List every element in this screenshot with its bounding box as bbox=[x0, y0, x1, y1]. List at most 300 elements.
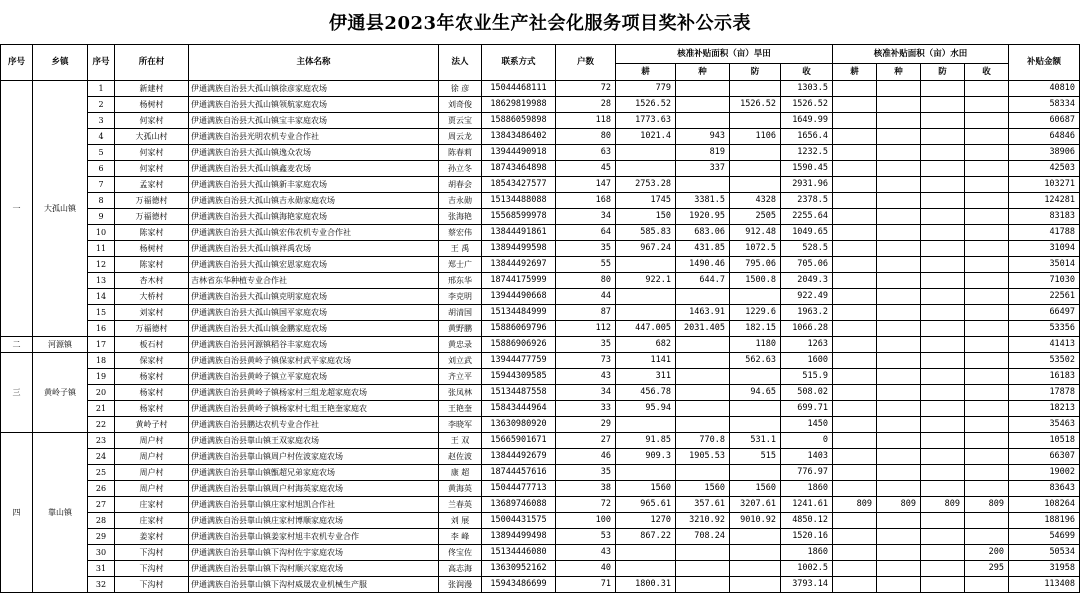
row-water-sow bbox=[877, 257, 921, 273]
row-contact: 18629819988 bbox=[482, 97, 556, 113]
row-dry-harvest: 699.71 bbox=[781, 401, 833, 417]
row-legal: 王 双 bbox=[439, 433, 482, 449]
row-contact: 15843444964 bbox=[482, 401, 556, 417]
row-water-protect bbox=[921, 97, 965, 113]
row-water-sow bbox=[877, 97, 921, 113]
row-entity: 伊通满族自治县大孤山镇徐彦家庭农场 bbox=[189, 81, 439, 97]
row-dry-till bbox=[616, 145, 676, 161]
row-entity: 伊通满族自治县大孤山镇吉永勋家庭农场 bbox=[189, 193, 439, 209]
row-legal: 李晓军 bbox=[439, 417, 482, 433]
header-contact: 联系方式 bbox=[482, 45, 556, 81]
row-dry-till: 867.22 bbox=[616, 529, 676, 545]
row-dry-protect bbox=[730, 561, 781, 577]
row-water-protect bbox=[921, 529, 965, 545]
row-dry-till: 909.3 bbox=[616, 449, 676, 465]
row-amount: 108264 bbox=[1009, 497, 1080, 513]
row-amount: 35014 bbox=[1009, 257, 1080, 273]
row-legal: 刘 展 bbox=[439, 513, 482, 529]
row-legal: 孙立冬 bbox=[439, 161, 482, 177]
row-seq: 7 bbox=[88, 177, 115, 193]
table-row bbox=[1, 113, 1080, 129]
row-amount: 41788 bbox=[1009, 225, 1080, 241]
row-water-harvest bbox=[965, 225, 1009, 241]
row-water-sow bbox=[877, 145, 921, 161]
row-contact: 13894499498 bbox=[482, 529, 556, 545]
row-water-harvest: 809 bbox=[965, 497, 1009, 513]
row-seq: 32 bbox=[88, 577, 115, 593]
row-village: 黄岭子村 bbox=[115, 417, 189, 433]
row-dry-till: 779 bbox=[616, 81, 676, 97]
row-water-sow bbox=[877, 401, 921, 417]
row-dry-sow: 1490.46 bbox=[676, 257, 730, 273]
row-water-till bbox=[833, 337, 877, 353]
row-dry-sow: 943 bbox=[676, 129, 730, 145]
row-legal: 李 峰 bbox=[439, 529, 482, 545]
row-water-harvest bbox=[965, 353, 1009, 369]
row-entity: 伊通满族自治县大孤山镇国平家庭农场 bbox=[189, 305, 439, 321]
row-dry-harvest: 515.9 bbox=[781, 369, 833, 385]
row-households: 45 bbox=[556, 161, 616, 177]
row-dry-harvest: 1241.61 bbox=[781, 497, 833, 513]
row-households: 27 bbox=[556, 433, 616, 449]
row-dry-protect: 531.1 bbox=[730, 433, 781, 449]
row-entity: 伊通满族自治县靠山镇庄家村旭凯合作社 bbox=[189, 497, 439, 513]
table-row bbox=[1, 145, 1080, 161]
row-legal: 黄忠录 bbox=[439, 337, 482, 353]
row-dry-till: 965.61 bbox=[616, 497, 676, 513]
table-row bbox=[1, 225, 1080, 241]
row-water-sow bbox=[877, 337, 921, 353]
row-water-protect bbox=[921, 385, 965, 401]
row-legal: 蔡宏伟 bbox=[439, 225, 482, 241]
row-water-protect bbox=[921, 177, 965, 193]
table-row bbox=[1, 465, 1080, 481]
row-amount: 64846 bbox=[1009, 129, 1080, 145]
row-seq: 2 bbox=[88, 97, 115, 113]
row-village: 万福德村 bbox=[115, 321, 189, 337]
row-amount: 22561 bbox=[1009, 289, 1080, 305]
row-contact: 13844492697 bbox=[482, 257, 556, 273]
row-dry-sow: 3381.5 bbox=[676, 193, 730, 209]
row-dry-sow bbox=[676, 177, 730, 193]
row-amount: 38906 bbox=[1009, 145, 1080, 161]
row-contact: 18543427577 bbox=[482, 177, 556, 193]
row-water-sow bbox=[877, 193, 921, 209]
header-dry-till: 耕 bbox=[616, 64, 676, 81]
row-households: 72 bbox=[556, 81, 616, 97]
row-water-till bbox=[833, 401, 877, 417]
row-contact: 15568599978 bbox=[482, 209, 556, 225]
row-seq: 22 bbox=[88, 417, 115, 433]
row-seq: 29 bbox=[88, 529, 115, 545]
row-dry-till bbox=[616, 305, 676, 321]
row-legal: 王 禹 bbox=[439, 241, 482, 257]
row-dry-sow: 431.85 bbox=[676, 241, 730, 257]
row-entity: 伊通满族自治县大孤山镇海艳家庭农场 bbox=[189, 209, 439, 225]
row-seq: 17 bbox=[88, 337, 115, 353]
row-water-harvest bbox=[965, 369, 1009, 385]
row-dry-till: 1141 bbox=[616, 353, 676, 369]
row-dry-protect: 912.48 bbox=[730, 225, 781, 241]
row-water-protect bbox=[921, 81, 965, 97]
row-dry-protect: 94.65 bbox=[730, 385, 781, 401]
row-dry-sow bbox=[676, 401, 730, 417]
row-seq: 8 bbox=[88, 193, 115, 209]
row-dry-protect: 1500.8 bbox=[730, 273, 781, 289]
row-households: 100 bbox=[556, 513, 616, 529]
row-water-sow: 809 bbox=[877, 497, 921, 513]
row-entity: 伊通满族自治县靠山镇姜家村旭丰农机专业合作 bbox=[189, 529, 439, 545]
row-dry-harvest: 776.97 bbox=[781, 465, 833, 481]
table-row bbox=[1, 305, 1080, 321]
row-households: 147 bbox=[556, 177, 616, 193]
row-seq: 3 bbox=[88, 113, 115, 129]
row-households: 46 bbox=[556, 449, 616, 465]
row-legal: 佟宝佐 bbox=[439, 545, 482, 561]
row-seq: 15 bbox=[88, 305, 115, 321]
row-dry-harvest: 1263 bbox=[781, 337, 833, 353]
row-legal: 贾云宝 bbox=[439, 113, 482, 129]
table-row bbox=[1, 289, 1080, 305]
row-seq: 10 bbox=[88, 225, 115, 241]
row-dry-sow: 337 bbox=[676, 161, 730, 177]
table-row bbox=[1, 545, 1080, 561]
row-water-harvest bbox=[965, 401, 1009, 417]
row-water-protect bbox=[921, 129, 965, 145]
row-dry-harvest: 1656.4 bbox=[781, 129, 833, 145]
row-seq: 19 bbox=[88, 369, 115, 385]
row-legal: 康 超 bbox=[439, 465, 482, 481]
row-village: 姜家村 bbox=[115, 529, 189, 545]
row-water-harvest bbox=[965, 513, 1009, 529]
row-water-sow bbox=[877, 417, 921, 433]
row-legal: 周云龙 bbox=[439, 129, 482, 145]
row-households: 38 bbox=[556, 481, 616, 497]
row-water-protect bbox=[921, 321, 965, 337]
row-households: 73 bbox=[556, 353, 616, 369]
row-dry-till bbox=[616, 465, 676, 481]
row-dry-harvest: 0 bbox=[781, 433, 833, 449]
row-seq: 30 bbox=[88, 545, 115, 561]
row-dry-harvest: 1649.99 bbox=[781, 113, 833, 129]
row-dry-protect bbox=[730, 401, 781, 417]
row-village: 新建村 bbox=[115, 81, 189, 97]
row-entity: 伊通满族自治县鹏达农机专业合作社 bbox=[189, 417, 439, 433]
row-dry-harvest: 3793.14 bbox=[781, 577, 833, 593]
row-dry-sow: 2031.405 bbox=[676, 321, 730, 337]
row-dry-till bbox=[616, 417, 676, 433]
row-water-till bbox=[833, 257, 877, 273]
header-water-group: 核准补贴面积（亩）水田 bbox=[833, 45, 1009, 64]
row-contact: 18744175999 bbox=[482, 273, 556, 289]
row-dry-sow bbox=[676, 113, 730, 129]
row-entity: 伊通满族自治县靠山镇王双家庭农场 bbox=[189, 433, 439, 449]
row-seq: 1 bbox=[88, 81, 115, 97]
row-households: 118 bbox=[556, 113, 616, 129]
row-dry-sow: 1920.95 bbox=[676, 209, 730, 225]
row-water-protect bbox=[921, 289, 965, 305]
row-dry-sow bbox=[676, 337, 730, 353]
row-dry-till: 2753.28 bbox=[616, 177, 676, 193]
row-legal: 赵佐波 bbox=[439, 449, 482, 465]
row-amount: 50534 bbox=[1009, 545, 1080, 561]
row-dry-harvest: 1450 bbox=[781, 417, 833, 433]
row-amount: 42503 bbox=[1009, 161, 1080, 177]
row-dry-till bbox=[616, 545, 676, 561]
row-water-sow bbox=[877, 321, 921, 337]
table-row bbox=[1, 401, 1080, 417]
row-dry-protect bbox=[730, 577, 781, 593]
row-contact: 15134484999 bbox=[482, 305, 556, 321]
row-water-harvest bbox=[965, 321, 1009, 337]
row-water-till bbox=[833, 145, 877, 161]
row-village: 大孤山村 bbox=[115, 129, 189, 145]
title-bar bbox=[0, 0, 1080, 45]
row-entity: 伊通满族自治县靠山镇下沟村顺兴家庭农场 bbox=[189, 561, 439, 577]
row-dry-protect bbox=[730, 113, 781, 129]
row-water-protect bbox=[921, 353, 965, 369]
row-seq: 9 bbox=[88, 209, 115, 225]
row-water-till bbox=[833, 513, 877, 529]
header-amount: 补贴金额 bbox=[1009, 45, 1080, 81]
row-water-protect: 809 bbox=[921, 497, 965, 513]
header-village: 所在村 bbox=[115, 45, 189, 81]
row-amount: 40810 bbox=[1009, 81, 1080, 97]
row-dry-sow bbox=[676, 577, 730, 593]
row-water-till bbox=[833, 97, 877, 113]
row-water-harvest bbox=[965, 465, 1009, 481]
row-entity: 伊通满族自治县大孤山镇鑫麦农场 bbox=[189, 161, 439, 177]
row-dry-protect: 1180 bbox=[730, 337, 781, 353]
table-row bbox=[1, 449, 1080, 465]
row-water-protect bbox=[921, 145, 965, 161]
row-seq: 6 bbox=[88, 161, 115, 177]
row-households: 112 bbox=[556, 321, 616, 337]
row-water-sow bbox=[877, 305, 921, 321]
row-dry-sow bbox=[676, 289, 730, 305]
table-row bbox=[1, 561, 1080, 577]
row-households: 44 bbox=[556, 289, 616, 305]
row-water-till bbox=[833, 209, 877, 225]
row-contact: 15886906926 bbox=[482, 337, 556, 353]
header-dry-sow: 种 bbox=[676, 64, 730, 81]
row-households: 168 bbox=[556, 193, 616, 209]
row-entity: 伊通满族自治县黄岭子镇立平家庭农场 bbox=[189, 369, 439, 385]
row-water-harvest bbox=[965, 481, 1009, 497]
row-dry-harvest: 1002.5 bbox=[781, 561, 833, 577]
row-water-till bbox=[833, 225, 877, 241]
row-water-sow bbox=[877, 113, 921, 129]
row-entity: 伊通满族自治县靠山镇下沟村佐宇家庭农场 bbox=[189, 545, 439, 561]
row-seq: 16 bbox=[88, 321, 115, 337]
row-amount: 31094 bbox=[1009, 241, 1080, 257]
row-village: 保家村 bbox=[115, 353, 189, 369]
table-row bbox=[1, 129, 1080, 145]
row-dry-harvest: 4850.12 bbox=[781, 513, 833, 529]
table-row bbox=[1, 417, 1080, 433]
row-water-protect bbox=[921, 257, 965, 273]
row-entity: 伊通满族自治县黄岭子镇杨家村三组龙超家庭农场 bbox=[189, 385, 439, 401]
row-entity: 吉林省东华种植专业合作社 bbox=[189, 273, 439, 289]
row-water-harvest bbox=[965, 289, 1009, 305]
row-seq: 14 bbox=[88, 289, 115, 305]
row-legal: 王艳奎 bbox=[439, 401, 482, 417]
row-water-protect bbox=[921, 209, 965, 225]
table-row bbox=[1, 241, 1080, 257]
row-dry-till: 967.24 bbox=[616, 241, 676, 257]
row-water-protect bbox=[921, 401, 965, 417]
table-row bbox=[1, 529, 1080, 545]
row-entity: 伊通满族自治县黄岭子镇杨家村七组王艳奎家庭农 bbox=[189, 401, 439, 417]
row-dry-till: 585.83 bbox=[616, 225, 676, 241]
row-water-protect bbox=[921, 241, 965, 257]
row-seq: 23 bbox=[88, 433, 115, 449]
row-village: 大桥村 bbox=[115, 289, 189, 305]
row-water-sow bbox=[877, 81, 921, 97]
row-water-sow bbox=[877, 465, 921, 481]
row-dry-till: 1800.31 bbox=[616, 577, 676, 593]
row-water-protect bbox=[921, 577, 965, 593]
row-entity: 伊通满族自治县黄岭子镇保家村武平家庭农场 bbox=[189, 353, 439, 369]
row-entity: 伊通满族自治县大孤山镇克明家庭农场 bbox=[189, 289, 439, 305]
row-water-harvest bbox=[965, 161, 1009, 177]
row-contact: 13630952162 bbox=[482, 561, 556, 577]
header-dry-harvest: 收 bbox=[781, 64, 833, 81]
row-water-sow bbox=[877, 577, 921, 593]
row-legal: 吉永勋 bbox=[439, 193, 482, 209]
row-water-protect bbox=[921, 545, 965, 561]
row-water-till bbox=[833, 545, 877, 561]
row-households: 33 bbox=[556, 401, 616, 417]
row-seq: 18 bbox=[88, 353, 115, 369]
row-water-harvest bbox=[965, 273, 1009, 289]
row-water-protect bbox=[921, 513, 965, 529]
table-row bbox=[1, 81, 1080, 97]
row-dry-protect: 9010.92 bbox=[730, 513, 781, 529]
table-row bbox=[1, 577, 1080, 593]
header-water-harvest: 收 bbox=[965, 64, 1009, 81]
row-water-sow bbox=[877, 561, 921, 577]
row-households: 63 bbox=[556, 145, 616, 161]
row-water-sow bbox=[877, 289, 921, 305]
row-seq: 28 bbox=[88, 513, 115, 529]
table-row bbox=[1, 161, 1080, 177]
table-row bbox=[1, 433, 1080, 449]
row-entity: 伊通满族自治县大孤山镇金鹏家庭农场 bbox=[189, 321, 439, 337]
row-water-sow bbox=[877, 513, 921, 529]
row-dry-till: 1560 bbox=[616, 481, 676, 497]
row-water-harvest bbox=[965, 177, 1009, 193]
row-water-sow bbox=[877, 241, 921, 257]
row-water-sow bbox=[877, 481, 921, 497]
row-entity: 伊通满族自治县大孤山镇新丰家庭农场 bbox=[189, 177, 439, 193]
row-households: 34 bbox=[556, 385, 616, 401]
row-legal: 齐立平 bbox=[439, 369, 482, 385]
row-water-harvest bbox=[965, 305, 1009, 321]
row-water-sow bbox=[877, 369, 921, 385]
row-legal: 黄野鹏 bbox=[439, 321, 482, 337]
row-dry-till: 456.78 bbox=[616, 385, 676, 401]
row-contact: 15134446080 bbox=[482, 545, 556, 561]
row-village: 下沟村 bbox=[115, 561, 189, 577]
row-water-harvest bbox=[965, 257, 1009, 273]
row-water-sow bbox=[877, 353, 921, 369]
row-water-protect bbox=[921, 369, 965, 385]
row-dry-sow: 644.7 bbox=[676, 273, 730, 289]
row-dry-harvest: 508.02 bbox=[781, 385, 833, 401]
row-dry-protect bbox=[730, 417, 781, 433]
row-dry-till: 922.1 bbox=[616, 273, 676, 289]
row-contact: 18743464898 bbox=[482, 161, 556, 177]
row-water-protect bbox=[921, 305, 965, 321]
row-entity: 伊通满族自治县大孤山镇领航家庭农场 bbox=[189, 97, 439, 113]
row-water-sow bbox=[877, 545, 921, 561]
row-dry-sow: 1905.53 bbox=[676, 449, 730, 465]
row-dry-sow: 1560 bbox=[676, 481, 730, 497]
row-households: 35 bbox=[556, 241, 616, 257]
page-title: 伊通县2023年农业生产社会化服务项目奖补公示表 bbox=[328, 13, 752, 34]
row-households: 43 bbox=[556, 545, 616, 561]
row-village: 下沟村 bbox=[115, 577, 189, 593]
row-dry-sow bbox=[676, 369, 730, 385]
row-dry-till: 447.005 bbox=[616, 321, 676, 337]
row-seq: 11 bbox=[88, 241, 115, 257]
row-water-sow bbox=[877, 449, 921, 465]
header-seq: 序号 bbox=[1, 45, 33, 81]
row-water-till bbox=[833, 321, 877, 337]
row-amount: 53356 bbox=[1009, 321, 1080, 337]
row-water-sow bbox=[877, 385, 921, 401]
row-village: 周户村 bbox=[115, 465, 189, 481]
row-village: 杨树村 bbox=[115, 97, 189, 113]
row-water-till bbox=[833, 481, 877, 497]
row-dry-harvest: 1526.52 bbox=[781, 97, 833, 113]
row-water-protect bbox=[921, 481, 965, 497]
row-water-till bbox=[833, 385, 877, 401]
row-dry-sow: 357.61 bbox=[676, 497, 730, 513]
row-households: 35 bbox=[556, 465, 616, 481]
row-dry-till: 1270 bbox=[616, 513, 676, 529]
row-contact: 13944490668 bbox=[482, 289, 556, 305]
row-dry-till: 95.94 bbox=[616, 401, 676, 417]
row-entity: 伊通满族自治县靠山镇庄家村博顺家庭农场 bbox=[189, 513, 439, 529]
row-dry-harvest: 1963.2 bbox=[781, 305, 833, 321]
row-dry-harvest: 1860 bbox=[781, 481, 833, 497]
row-dry-till: 1773.63 bbox=[616, 113, 676, 129]
row-contact: 15134487558 bbox=[482, 385, 556, 401]
row-water-sow bbox=[877, 161, 921, 177]
row-entity: 伊通满族自治县靠山镇下沟村威晟农业机械生产服 bbox=[189, 577, 439, 593]
row-water-protect bbox=[921, 161, 965, 177]
row-water-till bbox=[833, 305, 877, 321]
row-seq: 20 bbox=[88, 385, 115, 401]
row-dry-harvest: 1049.65 bbox=[781, 225, 833, 241]
row-dry-harvest: 1303.5 bbox=[781, 81, 833, 97]
row-entity: 伊通满族自治县大孤山镇宏伟农机专业合作社 bbox=[189, 225, 439, 241]
row-amount: 54699 bbox=[1009, 529, 1080, 545]
row-dry-till: 91.85 bbox=[616, 433, 676, 449]
row-contact: 13843486402 bbox=[482, 129, 556, 145]
row-dry-protect: 515 bbox=[730, 449, 781, 465]
row-dry-till: 1021.4 bbox=[616, 129, 676, 145]
row-village: 陈家村 bbox=[115, 225, 189, 241]
row-households: 34 bbox=[556, 209, 616, 225]
row-dry-harvest: 2255.64 bbox=[781, 209, 833, 225]
row-households: 55 bbox=[556, 257, 616, 273]
row-households: 71 bbox=[556, 577, 616, 593]
table-row bbox=[1, 97, 1080, 113]
row-contact: 13944477759 bbox=[482, 353, 556, 369]
